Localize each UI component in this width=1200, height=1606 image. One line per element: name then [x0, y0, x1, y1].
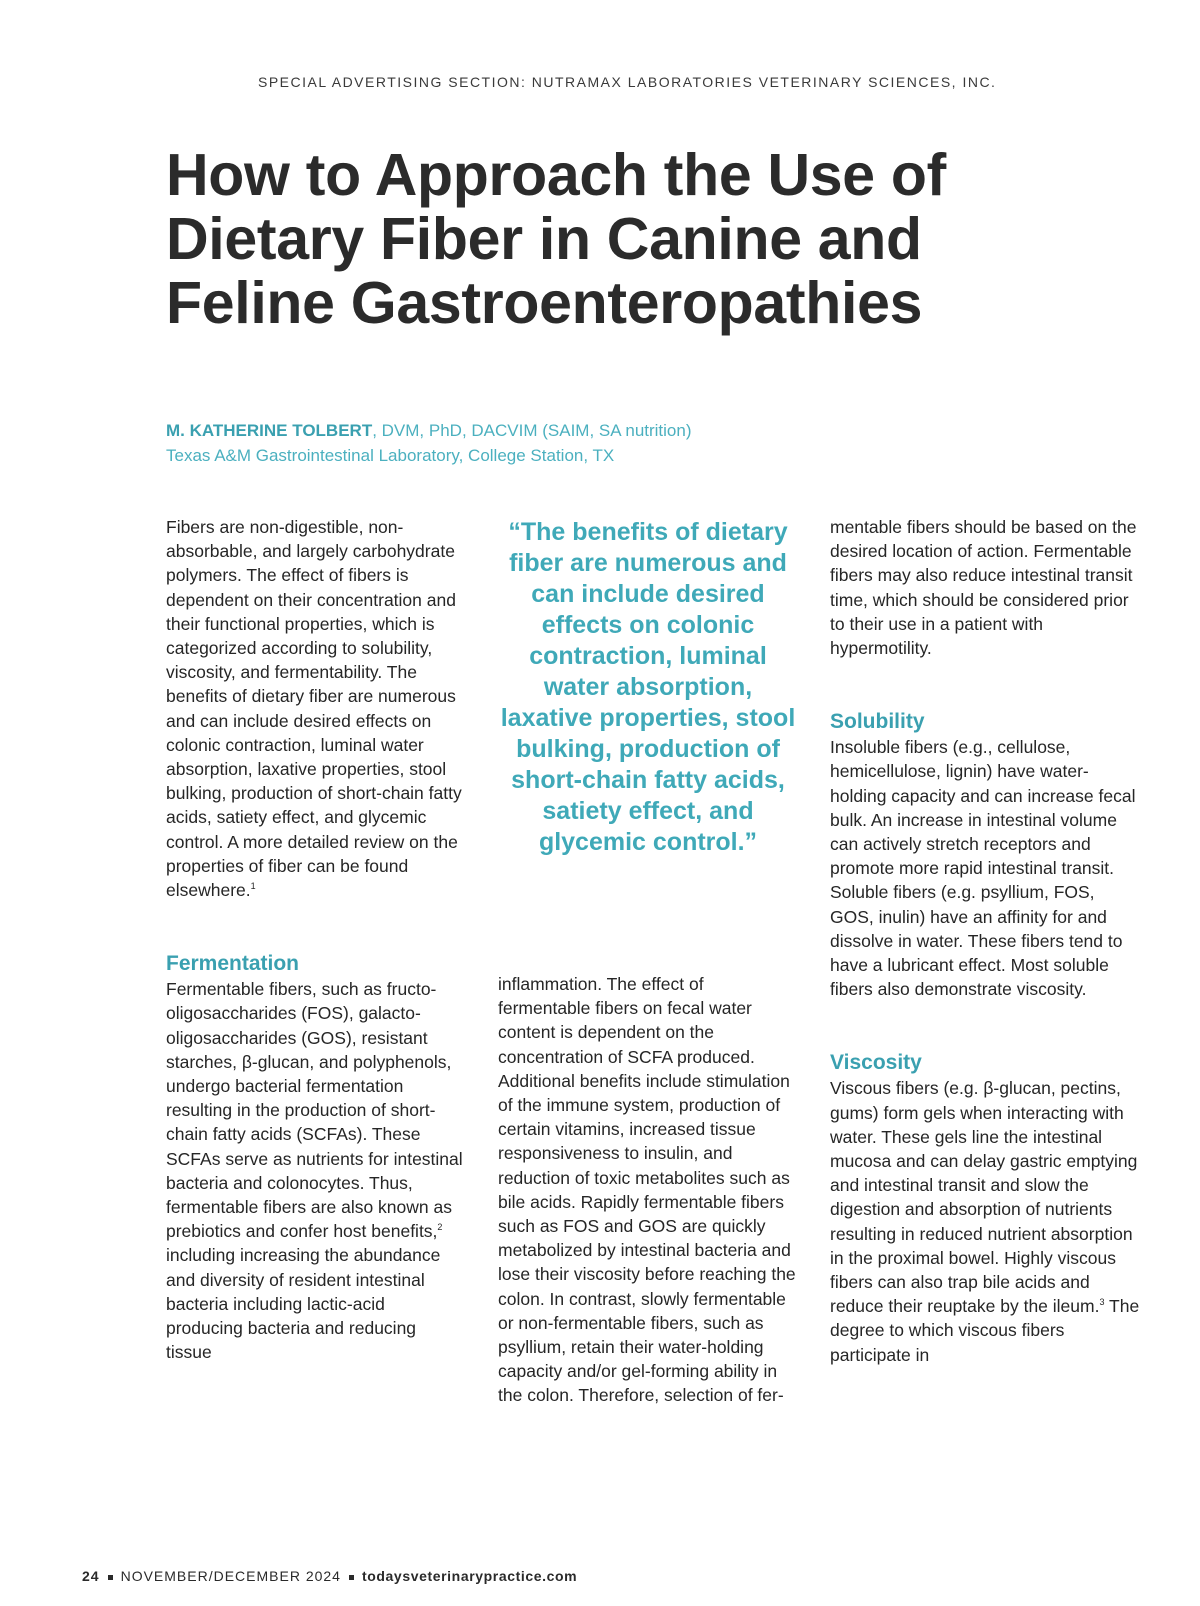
section-header: SPECIAL ADVERTISING SECTION: NUTRAMAX LABORATORIES VETERINARY SCIENCES, INC.	[258, 74, 997, 90]
reference-1: 1	[250, 881, 256, 892]
column-3-paragraph: mentable fibers should be based on the desired location of action. Fermentable fibers may also reduce intestinal transit time, which should be considered prior to their use in a patient with hypermotility.	[830, 517, 1137, 659]
author-name: M. KATHERINE TOLBERT	[166, 421, 373, 440]
viscosity-text-2: The degree to which viscous fibers participate in	[830, 1296, 1140, 1365]
column-3	[830, 515, 1140, 1367]
author-line	[166, 418, 692, 443]
article-title: How to Approach the Use of Dietary Fiber in Canine and Feline Gastroenteropathies	[166, 142, 946, 336]
viscosity-heading: Viscosity	[830, 1051, 922, 1075]
issue-date: NOVEMBER/DECEMBER 2024	[120, 1568, 341, 1584]
viscosity-paragraph	[830, 1076, 1140, 1366]
reference-2: 2	[437, 1222, 443, 1233]
author-credentials: , DVM, PhD, DACVIM (SAIM, SA nutrition)	[372, 421, 692, 440]
intro-paragraph	[166, 515, 466, 902]
column-1	[166, 515, 466, 1365]
intro-text: Fibers are non-digestible, non-absorbable, and largely carbohydrate polymers. The effect of fibers is dependent on their concentration and their functional properties, which is categorized according to solubility, viscosity, and fermentability. The benefits of dietary fiber are numerous and can include desired effects on colonic contraction, luminal water absorption, laxative properties, stool bulking, production of short-chain fatty acids, satiety effect, and glycemic control. A more detailed review on the properties of fiber can be found elsewhere.	[166, 517, 462, 901]
column-2-paragraph: inflammation. The effect of fermentable fibers on fecal water content is dependent on the concentration of SCFA produced. Additional benefits include stimulation of the immune system, production of certain vitamins, increased tissue responsiveness to insulin, and reduction of toxic metabolites such as bile acids. Rapidly fermentable fibers such as FOS and GOS are quickly metabolized by intestinal bacteria and lose their viscosity before reaching the colon. In contrast, slowly fermentable or non-fermentable fibers, such as psyllium, retain their water-holding capacity and/or gel-forming ability in the colon. Therefore, selection of fer-	[498, 974, 796, 1406]
column-2	[498, 972, 798, 1408]
separator-square-icon	[108, 1575, 113, 1580]
reference-3: 3	[1099, 1297, 1105, 1308]
author-affiliation: Texas A&M Gastrointestinal Laboratory, College Station, TX	[166, 446, 615, 465]
fermentation-heading: Fermentation	[166, 952, 300, 976]
separator-square-icon	[349, 1575, 354, 1580]
byline	[166, 418, 692, 468]
fermentation-text-1: Fermentable fibers, such as fructo-oligosaccharides (FOS), galacto-oligosaccharides (GOS), resistant starches, β-glucan, and polyphenols, undergo bacterial fermentation resulting in the production of short-chain fatty acids (SCFAs). These SCFAs serve as nutrients for intestinal bacteria and colonocytes. Thus, fermentable fibers are also known as prebiotics and confer host benefits,	[166, 979, 463, 1242]
fermentation-text-2: including increasing the abundance and diversity of resident intestinal bacteria including lactic-acid producing bacteria and reducing tissue	[166, 1245, 441, 1363]
page-number: 24	[82, 1568, 100, 1584]
website-link[interactable]: todaysveterinarypractice.com	[361, 1568, 578, 1584]
solubility-paragraph: Insoluble fibers (e.g., cellulose, hemicellulose, lignin) have water-holding capacity and can increase fecal bulk. An increase in intestinal volume can actively stretch receptors and promote more rapid intestinal transit. Soluble fibers (e.g. psyllium, FOS, GOS, inulin) have an affinity for and dissolve in water. These fibers tend to have a lubricant effect. Most soluble fibers also demonstrate viscosity.	[830, 737, 1136, 1000]
fermentation-paragraph	[166, 977, 466, 1364]
page-footer	[82, 1568, 577, 1584]
solubility-heading: Solubility	[830, 710, 925, 734]
viscosity-text-1: Viscous fibers (e.g. β-glucan, pectins, gums) form gels when interacting with water. These gels line the intestinal mucosa and can delay gastric emptying and intestinal transit and slow the digestion and absorption of nutrients resulting in reduced nutrient absorption in the proximal bowel. Highly viscous fibers can also trap bile acids and reduce their reuptake by the ileum.	[830, 1078, 1138, 1317]
pull-quote: “The benefits of dietary fiber are numerous and can include desired effects on colonic contraction, luminal water absorption, laxative properties, stool bulking, production of short-chain fatty acids, satiety effect, and glycemic control.”	[500, 518, 796, 856]
